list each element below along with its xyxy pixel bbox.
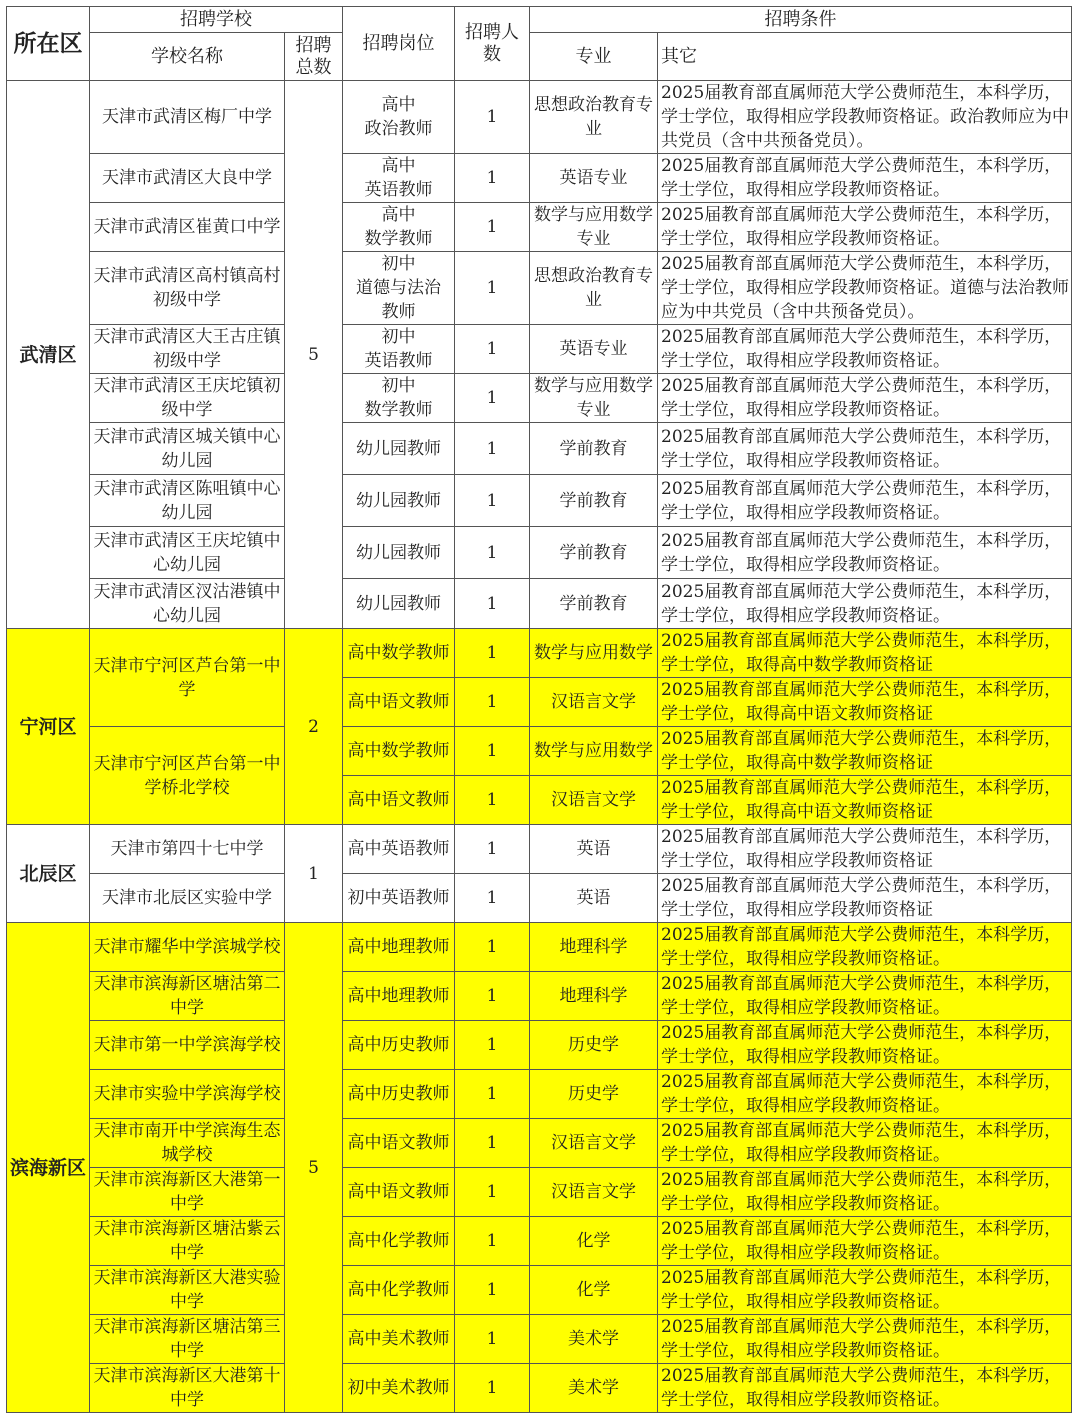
table-row [7,923,1072,972]
count-cell: 1 [455,475,530,527]
position-cell: 高中语文教师 [343,1168,455,1217]
table-row [7,972,1072,1021]
school-name-cell: 天津市武清区高村镇高村初级中学 [90,252,285,325]
major-cell: 英语 [530,825,658,874]
position-cell: 初中 英语教师 [343,325,455,374]
position-cell: 初中 数学教师 [343,374,455,423]
table-header [7,7,1072,81]
other-requirements-cell: 2025届教育部直属师范大学公费师范生，本科学历，学士学位，取得高中数学教师资格证 [658,629,1072,678]
district-cell: 武清区 [7,81,90,629]
position-cell: 初中美术教师 [343,1364,455,1413]
count-cell: 1 [455,629,530,678]
major-cell: 数学与应用数学专业 [530,203,658,252]
position-cell: 高中历史教师 [343,1070,455,1119]
school-name-cell: 天津市第一中学滨海学校 [90,1021,285,1070]
school-name-cell: 天津市武清区王庆坨镇初级中学 [90,374,285,423]
other-requirements-cell: 2025届教育部直属师范大学公费师范生，本科学历，学士学位，取得相应学段教师资格证。 [658,475,1072,527]
other-requirements-cell: 2025届教育部直属师范大学公费师范生，本科学历，学士学位，取得高中语文教师资格证 [658,776,1072,825]
table-row [7,727,1072,776]
major-cell: 美术学 [530,1315,658,1364]
school-name-cell: 天津市滨海新区塘沽紫云中学 [90,1217,285,1266]
major-cell: 历史学 [530,1070,658,1119]
other-requirements-cell: 2025届教育部直属师范大学公费师范生，本科学历，学士学位，取得相应学段教师资格证。 [658,423,1072,475]
position-cell: 高中化学教师 [343,1217,455,1266]
school-total-cell: 5 [285,923,343,1413]
count-cell: 1 [455,825,530,874]
school-total-cell: 2 [285,629,343,825]
school-name-cell: 天津市宁河区芦台第一中学桥北学校 [90,727,285,825]
table-row [7,1315,1072,1364]
major-cell: 地理科学 [530,923,658,972]
recruitment-table [6,6,1072,1413]
major-cell: 思想政治教育专业 [530,252,658,325]
count-cell: 1 [455,81,530,154]
major-cell: 化学 [530,1217,658,1266]
position-cell: 高中语文教师 [343,678,455,727]
header-school-total: 招聘总数 [285,33,343,81]
major-cell: 学前教育 [530,423,658,475]
major-cell: 美术学 [530,1364,658,1413]
other-requirements-cell: 2025届教育部直属师范大学公费师范生，本科学历，学士学位，取得相应学段教师资格证。 [658,1119,1072,1168]
major-cell: 学前教育 [530,579,658,629]
table-row [7,1266,1072,1315]
other-requirements-cell: 2025届教育部直属师范大学公费师范生，本科学历，学士学位，取得相应学段教师资格证。 [658,1315,1072,1364]
other-requirements-cell: 2025届教育部直属师范大学公费师范生，本科学历，学士学位，取得相应学段教师资格证。 [658,1070,1072,1119]
header-major: 专业 [530,33,658,81]
header-other: 其它 [658,33,1072,81]
major-cell: 英语专业 [530,325,658,374]
position-cell: 高中 英语教师 [343,154,455,203]
table-row [7,527,1072,579]
position-cell: 高中数学教师 [343,727,455,776]
district-cell: 滨海新区 [7,923,90,1413]
count-cell: 1 [455,1266,530,1315]
count-cell: 1 [455,776,530,825]
other-requirements-cell: 2025届教育部直属师范大学公费师范生，本科学历，学士学位，取得相应学段教师资格证。 [658,154,1072,203]
school-name-cell: 天津市滨海新区大港实验中学 [90,1266,285,1315]
table-row [7,1119,1072,1168]
table-row [7,475,1072,527]
other-requirements-cell: 2025届教育部直属师范大学公费师范生，本科学历，学士学位，取得相应学段教师资格证。 [658,972,1072,1021]
count-cell: 1 [455,923,530,972]
district-cell: 宁河区 [7,629,90,825]
school-name-cell: 天津市滨海新区大港第十中学 [90,1364,285,1413]
position-cell: 高中地理教师 [343,923,455,972]
other-requirements-cell: 2025届教育部直属师范大学公费师范生，本科学历，学士学位，取得相应学段教师资格证。 [658,579,1072,629]
major-cell: 学前教育 [530,475,658,527]
school-name-cell: 天津市武清区陈咀镇中心幼儿园 [90,475,285,527]
position-cell: 高中地理教师 [343,972,455,1021]
school-name-cell: 天津市武清区汊沽港镇中心幼儿园 [90,579,285,629]
count-cell: 1 [455,1364,530,1413]
table-row [7,1217,1072,1266]
other-requirements-cell: 2025届教育部直属师范大学公费师范生，本科学历，学士学位，取得相应学段教师资格证。 [658,1217,1072,1266]
position-cell: 高中语文教师 [343,776,455,825]
major-cell: 汉语言文学 [530,1168,658,1217]
position-cell: 幼儿园教师 [343,527,455,579]
other-requirements-cell: 2025届教育部直属师范大学公费师范生，本科学历，学士学位，取得高中数学教师资格证 [658,727,1072,776]
major-cell: 汉语言文学 [530,1119,658,1168]
major-cell: 英语专业 [530,154,658,203]
major-cell: 数学与应用数学 [530,629,658,678]
school-name-cell: 天津市武清区城关镇中心幼儿园 [90,423,285,475]
header-conditions: 招聘条件 [530,7,1072,33]
school-name-cell: 天津市第四十七中学 [90,825,285,874]
position-cell: 高中数学教师 [343,629,455,678]
school-name-cell: 天津市耀华中学滨城学校 [90,923,285,972]
other-requirements-cell: 2025届教育部直属师范大学公费师范生，本科学历，学士学位，取得相应学段教师资格证。 [658,203,1072,252]
school-name-cell: 天津市北辰区实验中学 [90,874,285,923]
count-cell: 1 [455,203,530,252]
position-cell: 幼儿园教师 [343,423,455,475]
table-row [7,629,1072,678]
table-row [7,81,1072,154]
major-cell: 学前教育 [530,527,658,579]
table-row [7,1168,1072,1217]
major-cell: 数学与应用数学专业 [530,374,658,423]
header-district: 所在区 [7,7,90,81]
count-cell: 1 [455,1315,530,1364]
school-name-cell: 天津市宁河区芦台第一中学 [90,629,285,727]
other-requirements-cell: 2025届教育部直属师范大学公费师范生，本科学历，学士学位，取得相应学段教师资格证。 [658,1168,1072,1217]
table-row [7,374,1072,423]
other-requirements-cell: 2025届教育部直属师范大学公费师范生，本科学历，学士学位，取得相应学段教师资格证。 [658,923,1072,972]
other-requirements-cell: 2025届教育部直属师范大学公费师范生，本科学历，学士学位，取得相应学段教师资格证。 [658,1266,1072,1315]
position-cell: 高中历史教师 [343,1021,455,1070]
position-cell: 高中美术教师 [343,1315,455,1364]
position-cell: 高中 政治教师 [343,81,455,154]
count-cell: 1 [455,972,530,1021]
position-cell: 幼儿园教师 [343,475,455,527]
major-cell: 英语 [530,874,658,923]
count-cell: 1 [455,874,530,923]
position-cell: 高中语文教师 [343,1119,455,1168]
school-total-cell: 5 [285,81,343,629]
table-row [7,579,1072,629]
table-body [7,81,1072,1413]
count-cell: 1 [455,423,530,475]
major-cell: 思想政治教育专业 [530,81,658,154]
table-row [7,1070,1072,1119]
school-name-cell: 天津市滨海新区塘沽第二中学 [90,972,285,1021]
table-row [7,1364,1072,1413]
position-cell: 初中英语教师 [343,874,455,923]
count-cell: 1 [455,374,530,423]
count-cell: 1 [455,252,530,325]
school-name-cell: 天津市武清区王庆坨镇中心幼儿园 [90,527,285,579]
header-position: 招聘岗位 [343,7,455,81]
table-row [7,825,1072,874]
other-requirements-cell: 2025届教育部直属师范大学公费师范生，本科学历，学士学位，取得高中语文教师资格证 [658,678,1072,727]
position-cell: 高中化学教师 [343,1266,455,1315]
count-cell: 1 [455,678,530,727]
major-cell: 化学 [530,1266,658,1315]
major-cell: 汉语言文学 [530,776,658,825]
count-cell: 1 [455,154,530,203]
major-cell: 数学与应用数学 [530,727,658,776]
table-row [7,203,1072,252]
count-cell: 1 [455,527,530,579]
other-requirements-cell: 2025届教育部直属师范大学公费师范生，本科学历，学士学位，取得相应学段教师资格证。道德与法治教师应为中共党员（含中共预备党员）。 [658,252,1072,325]
other-requirements-cell: 2025届教育部直属师范大学公费师范生，本科学历，学士学位，取得相应学段教师资格证。政治教师应为中共党员（含中共预备党员）。 [658,81,1072,154]
header-school-group: 招聘学校 [90,7,343,33]
position-cell: 高中英语教师 [343,825,455,874]
other-requirements-cell: 2025届教育部直属师范大学公费师范生，本科学历，学士学位，取得相应学段教师资格证。 [658,325,1072,374]
other-requirements-cell: 2025届教育部直属师范大学公费师范生，本科学历，学士学位，取得相应学段教师资格证。 [658,374,1072,423]
other-requirements-cell: 2025届教育部直属师范大学公费师范生，本科学历，学士学位，取得相应学段教师资格证。 [658,527,1072,579]
position-cell: 初中 道德与法治 教师 [343,252,455,325]
major-cell: 历史学 [530,1021,658,1070]
other-requirements-cell: 2025届教育部直属师范大学公费师范生，本科学历，学士学位，取得相应学段教师资格证 [658,825,1072,874]
table-row [7,1021,1072,1070]
table-row [7,325,1072,374]
school-name-cell: 天津市滨海新区塘沽第三中学 [90,1315,285,1364]
count-cell: 1 [455,1217,530,1266]
school-name-cell: 天津市武清区梅厂中学 [90,81,285,154]
count-cell: 1 [455,727,530,776]
table-row [7,874,1072,923]
table-row [7,154,1072,203]
school-name-cell: 天津市武清区大王古庄镇初级中学 [90,325,285,374]
header-count: 招聘人数 [455,7,530,81]
table-row [7,252,1072,325]
other-requirements-cell: 2025届教育部直属师范大学公费师范生，本科学历，学士学位，取得相应学段教师资格证。 [658,1364,1072,1413]
count-cell: 1 [455,1070,530,1119]
count-cell: 1 [455,579,530,629]
other-requirements-cell: 2025届教育部直属师范大学公费师范生，本科学历，学士学位，取得相应学段教师资格证。 [658,1021,1072,1070]
position-cell: 高中 数学教师 [343,203,455,252]
position-cell: 幼儿园教师 [343,579,455,629]
school-name-cell: 天津市南开中学滨海生态城学校 [90,1119,285,1168]
count-cell: 1 [455,1021,530,1070]
count-cell: 1 [455,1168,530,1217]
count-cell: 1 [455,325,530,374]
major-cell: 地理科学 [530,972,658,1021]
district-cell: 北辰区 [7,825,90,923]
school-name-cell: 天津市武清区崔黄口中学 [90,203,285,252]
major-cell: 汉语言文学 [530,678,658,727]
school-name-cell: 天津市滨海新区大港第一中学 [90,1168,285,1217]
header-school-name: 学校名称 [90,33,285,81]
school-total-cell: 1 [285,825,343,923]
school-name-cell: 天津市实验中学滨海学校 [90,1070,285,1119]
other-requirements-cell: 2025届教育部直属师范大学公费师范生，本科学历，学士学位，取得相应学段教师资格证 [658,874,1072,923]
school-name-cell: 天津市武清区大良中学 [90,154,285,203]
table-row [7,423,1072,475]
count-cell: 1 [455,1119,530,1168]
